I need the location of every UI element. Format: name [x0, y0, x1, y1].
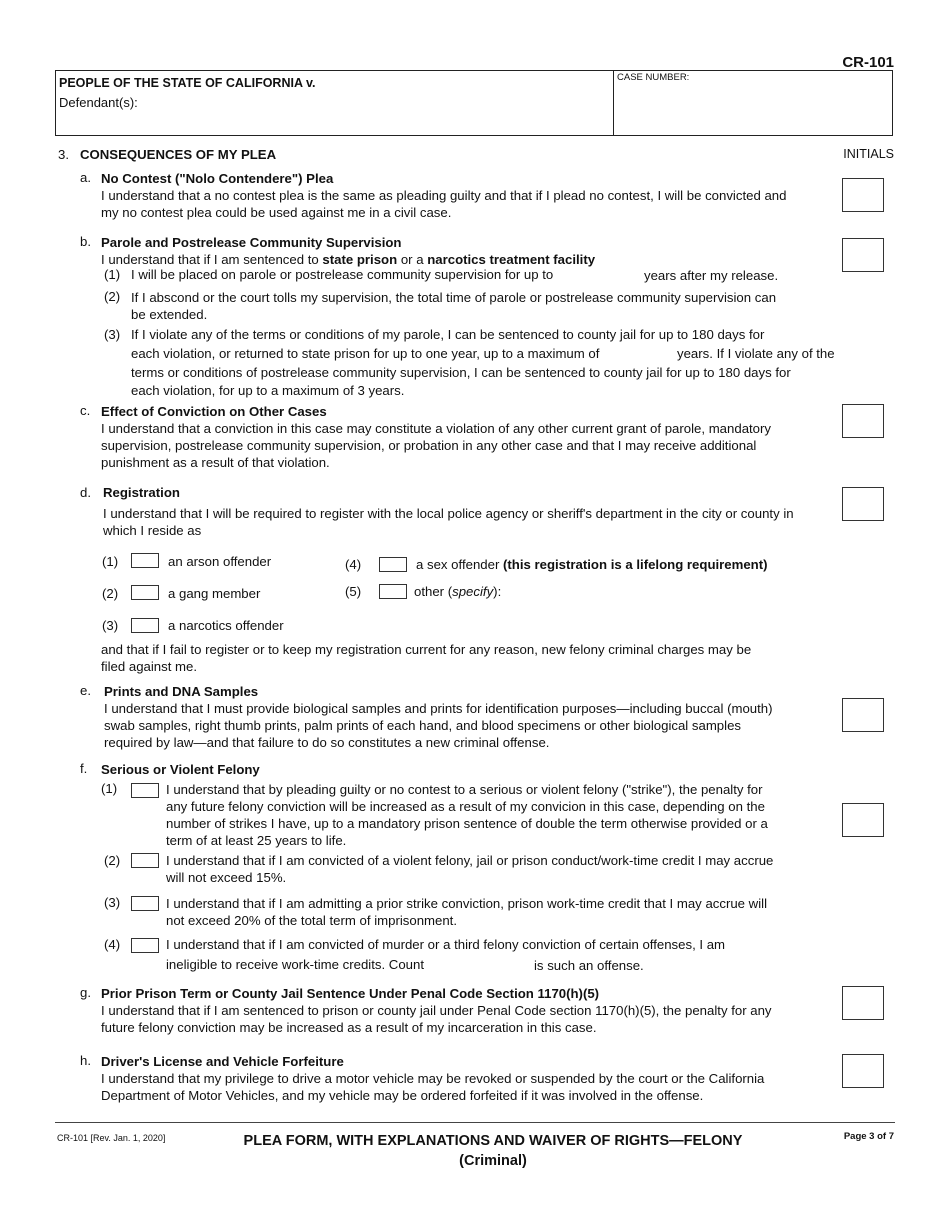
item-a-letter: a.	[80, 170, 91, 185]
item-e	[104, 683, 773, 751]
parole-years-field[interactable]	[580, 265, 640, 283]
felony-1-line2: any future felony conviction will be increased as a result of my convicion in this case, depending on the	[166, 799, 765, 814]
footer-page: Page 3 of 7	[843, 1131, 894, 1142]
reg-4-num: (4)	[345, 557, 362, 572]
item-g-letter: g.	[80, 985, 91, 1000]
reg-1-checkbox[interactable]	[131, 553, 159, 568]
item-d-line2: which I reside as	[103, 523, 202, 538]
initials-box-g[interactable]	[842, 986, 884, 1020]
felony-4-line2: ineligible to receive work-time credits. Count	[166, 957, 424, 972]
footer-rule	[55, 1122, 895, 1123]
item-d-after1: and that if I fail to register or to keep my registration current for any reason, new felony criminal charges may be	[101, 642, 752, 657]
item-d-title: Registration	[103, 485, 180, 500]
reg-2-num: (2)	[102, 586, 119, 601]
item-d-after	[101, 641, 751, 675]
item-b1-after: years after my release.	[644, 268, 779, 283]
item-a	[101, 170, 786, 221]
item-d-after2: filed against me.	[101, 659, 198, 674]
item-h-title: Driver's License and Vehicle Forfeiture	[101, 1054, 344, 1069]
felony-1-num: (1)	[101, 781, 118, 796]
item-b3-num: (3)	[104, 327, 121, 342]
reg-other-field[interactable]	[512, 582, 832, 600]
item-b3-line2: each violation, or returned to state prison for up to one year, up to a maximum of	[131, 346, 600, 361]
item-e-line2: swab samples, right thumb prints, palm prints of each hand, and blood specimens or other biological samples	[104, 718, 741, 733]
item-a-title: No Contest ("Nolo Contendere") Plea	[101, 171, 334, 186]
item-b3-line3: terms or conditions of postrelease community supervision, I can be sentenced to county jail for up to 180 days for	[131, 365, 791, 380]
item-c-title: Effect of Conviction on Other Cases	[101, 404, 327, 419]
item-g	[101, 985, 772, 1036]
item-b-head	[101, 234, 595, 268]
footer-title-2: (Criminal)	[459, 1153, 527, 1169]
felony-4-line1: I understand that if I am convicted of murder or a third felony conviction of certain offenses, I am	[166, 937, 726, 952]
initials-label: INITIALS	[843, 147, 894, 161]
felony-4-line2-after: is such an offense.	[534, 958, 644, 973]
item-e-line3: required by law—and that failure to do so constitutes a new criminal offense.	[104, 735, 550, 750]
initials-box-e[interactable]	[842, 698, 884, 732]
item-f-letter: f.	[80, 761, 88, 776]
reg-3-checkbox[interactable]	[131, 618, 159, 633]
felony-3-line1: I understand that if I am admitting a prior strike conviction, prison work-time credit that I may accrue will	[166, 896, 767, 911]
item-e-line1: I understand that I must provide biological samples and prints for identification purposes—including buccal (mouth)	[104, 701, 773, 716]
case-number-field[interactable]	[618, 86, 888, 130]
initials-box-a[interactable]	[842, 178, 884, 212]
caption-divider	[613, 70, 614, 136]
section-number: 3.	[58, 147, 69, 162]
case-number-label: CASE NUMBER:	[617, 72, 690, 83]
item-a-line2: my no contest plea could be used against me in a civil case.	[101, 205, 452, 220]
reg-3-label: a narcotics offender	[168, 618, 284, 633]
item-h-line2: Department of Motor Vehicles, and my vehicle may be ordered forfeited if it was involved in the offense.	[101, 1088, 704, 1103]
reg-4-checkbox[interactable]	[379, 557, 407, 572]
reg-2-label: a gang member	[168, 586, 261, 601]
item-b2-line1: If I abscond or the court tolls my supervision, the total time of parole or postrelease community supervision can	[131, 290, 777, 305]
item-b3-line4: each violation, for up to a maximum of 3 years.	[131, 383, 405, 398]
felony-2-num: (2)	[104, 853, 121, 868]
felony-2-text	[166, 852, 773, 886]
item-c-line3: punishment as a result of that violation.	[101, 455, 330, 470]
felony-3-text	[166, 895, 767, 929]
felony-1-line4: term of at least 25 years to life.	[166, 833, 347, 848]
item-b3-line2-after: years. If I violate any of the	[677, 346, 835, 361]
defendant-field[interactable]	[60, 112, 608, 132]
item-b-letter: b.	[80, 234, 91, 249]
felony-3-num: (3)	[104, 895, 121, 910]
felony-2-line1: I understand that if I am convicted of a violent felony, jail or prison conduct/work-time credit I may accrue	[166, 853, 774, 868]
footer-revision: CR-101 [Rev. Jan. 1, 2020]	[57, 1133, 166, 1143]
section-title: CONSEQUENCES OF MY PLEA	[80, 147, 277, 162]
defendant-label: Defendant(s):	[59, 95, 138, 110]
item-c-line2: supervision, postrelease community supervision, or probation in any other case and that I may receive additional	[101, 438, 757, 453]
item-g-line1: I understand that if I am sentenced to prison or county jail under Penal Code section 1170(h)(5), the penalty for any	[101, 1003, 772, 1018]
case-title: PEOPLE OF THE STATE OF CALIFORNIA v.	[59, 76, 316, 90]
felony-1-line3: number of strikes I have, up to a mandatory prison sentence of double the term otherwise provided or a	[166, 816, 768, 831]
item-d-letter: d.	[80, 485, 91, 500]
initials-box-h[interactable]	[842, 1054, 884, 1088]
felony-2-checkbox[interactable]	[131, 853, 159, 868]
item-g-title: Prior Prison Term or County Jail Sentence Under Penal Code Section 1170(h)(5)	[101, 986, 600, 1001]
reg-2-checkbox[interactable]	[131, 585, 159, 600]
item-e-title: Prints and DNA Samples	[104, 684, 259, 699]
item-c	[101, 403, 771, 471]
felony-3-line2: not exceed 20% of the total term of imprisonment.	[166, 913, 458, 928]
item-f-title: Serious or Violent Felony	[101, 762, 260, 777]
item-d-line1: I understand that I will be required to register with the local police agency or sheriff's department in the city or county in	[103, 506, 794, 521]
item-b3-line1: If I violate any of the terms or conditions of my parole, I can be sentenced to county jail for up to 180 days for	[131, 327, 765, 342]
felony-1-checkbox[interactable]	[131, 783, 159, 798]
reg-1-label: an arson offender	[168, 554, 272, 569]
initials-box-c[interactable]	[842, 404, 884, 438]
item-h-line1: I understand that my privilege to drive a motor vehicle may be revoked or suspended by the court or the California	[101, 1071, 765, 1086]
item-b-title: Parole and Postrelease Community Supervision	[101, 235, 402, 250]
item-h-letter: h.	[80, 1053, 91, 1068]
item-h	[101, 1053, 764, 1104]
initials-box-d[interactable]	[842, 487, 884, 521]
felony-2-line2: will not exceed 15%.	[166, 870, 287, 885]
item-g-line2: future felony conviction may be increased as a result of my incarceration in this case.	[101, 1020, 597, 1035]
form-id: CR-101	[842, 54, 894, 71]
item-b2-num: (2)	[104, 289, 121, 304]
item-d-text	[103, 505, 794, 539]
initials-box-f[interactable]	[842, 803, 884, 837]
reg-3-num: (3)	[102, 618, 119, 633]
footer-title-1: PLEA FORM, WITH EXPLANATIONS AND WAIVER OF RIGHTS—FELONY	[243, 1133, 743, 1149]
felony-1-text	[166, 781, 768, 849]
item-b-intro: I understand that if I am sentenced to state prison or a narcotics treatment facility	[101, 252, 596, 267]
item-a-line1: I understand that a no contest plea is the same as pleading guilty and that if I plead no contest, I will be convicted and	[101, 188, 787, 203]
reg-5-checkbox[interactable]	[379, 584, 407, 599]
felony-4-checkbox[interactable]	[131, 938, 159, 953]
item-b1-text: I will be placed on parole or postrelease community supervision for up to	[131, 267, 554, 282]
felony-1-line1: I understand that by pleading guilty or no contest to a serious or violent felony ("strike"), the penalty for	[166, 782, 763, 797]
reg-4-label: a sex offender (this registration is a lifelong requirement)	[416, 557, 768, 572]
felony-4-num: (4)	[104, 937, 121, 952]
item-b2-line2: be extended.	[131, 307, 208, 322]
item-b1-num: (1)	[104, 267, 121, 282]
reg-5-num: (5)	[345, 584, 362, 599]
reg-5-label: other (specify):	[414, 584, 502, 599]
reg-1-num: (1)	[102, 554, 119, 569]
felony-3-checkbox[interactable]	[131, 896, 159, 911]
item-c-line1: I understand that a conviction in this case may constitute a violation of any other current grant of parole, mandatory	[101, 421, 772, 436]
item-b2	[131, 289, 776, 323]
max-years-field[interactable]	[630, 344, 674, 362]
initials-box-b[interactable]	[842, 238, 884, 272]
count-field[interactable]	[440, 955, 530, 973]
item-e-letter: e.	[80, 683, 91, 698]
item-c-letter: c.	[80, 403, 91, 418]
